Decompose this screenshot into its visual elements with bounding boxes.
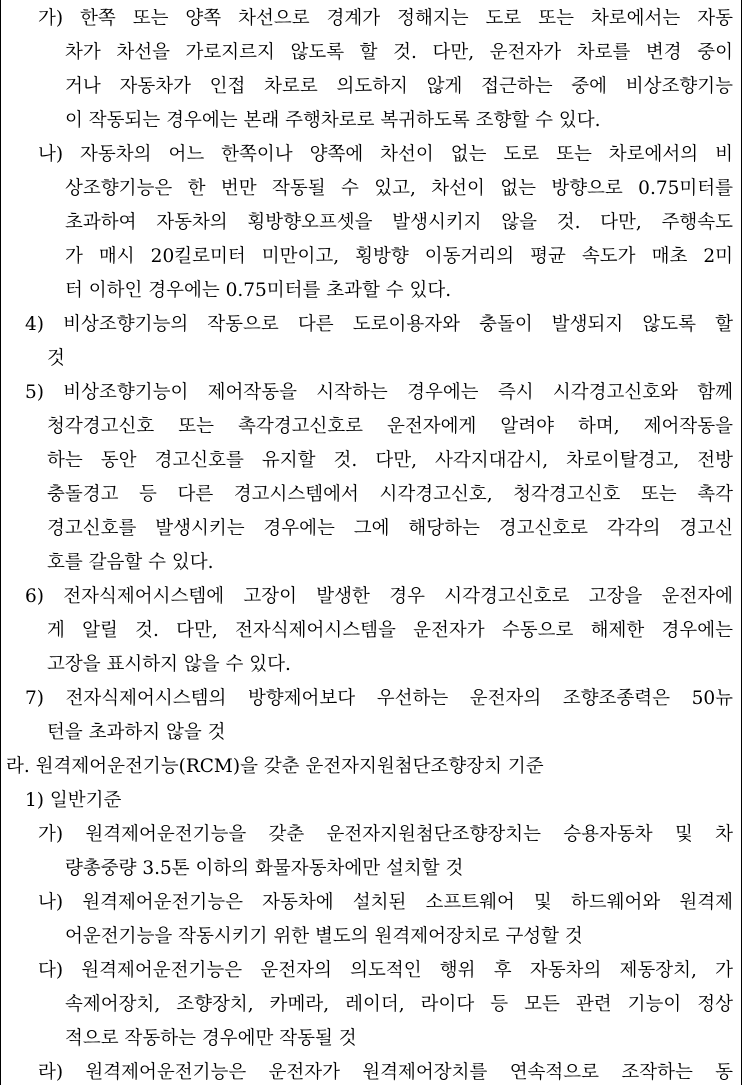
subsection-heading: 1) 일반기준 — [25, 790, 122, 811]
text-line: 6) 전자식제어시스템에 고장이 발생한 경우 시각경고신호로 고장을 운전자에 — [25, 586, 733, 607]
text-line: 고장을 표시하지 않을 수 있다. — [47, 654, 291, 675]
text-line: 나) 자동차의 어느 한쪽이나 양쪽에 차선이 없는 도로 또는 차로에서의 비 — [38, 144, 733, 165]
text-line: 나) 원격제어운전기능은 자동차에 설치된 소프트웨어 및 하드웨어와 원격제 — [38, 892, 733, 913]
text-line: 가) 한쪽 또는 양쪽 차선으로 경계가 정해지는 도로 또는 차로에서는 자동 — [38, 8, 733, 29]
text-line: 어운전기능을 작동시키기 위한 별도의 원격제어장치로 구성할 것 — [65, 926, 583, 947]
text-line: 터 이하인 경우에는 0.75미터를 초과할 수 있다. — [65, 280, 452, 301]
text-line: 상조향기능은 한 번만 작동될 수 있고, 차선이 없는 방향으로 0.75미터를 — [65, 178, 733, 199]
text-line: 적으로 작동하는 경우에만 작동될 것 — [65, 1028, 357, 1049]
text-line: 4) 비상조향기능의 작동으로 다른 도로이용자와 충돌이 발생되지 않도록 할 — [25, 314, 733, 335]
text-line: 게 알릴 것. 다만, 전자식제어시스템을 운전자가 수동으로 해제한 경우에는 — [47, 620, 733, 641]
section-heading: 라. 원격제어운전기능(RCM)을 갖춘 운전자지원첨단조향장치 기준 — [6, 756, 544, 777]
text-line: 가) 원격제어운전기능을 갖춘 운전자지원첨단조향장치는 승용자동차 및 차 — [38, 824, 733, 845]
text-line: 호를 갈음할 수 있다. — [47, 552, 214, 573]
text-line: 5) 비상조향기능이 제어작동을 시작하는 경우에는 즉시 시각경고신호와 함께 — [25, 382, 733, 403]
text-line: 라) 원격제어운전기능은 운전자가 원격제어장치를 연속적으로 조작하는 동 — [38, 1062, 733, 1083]
text-line: 하는 동안 경고신호를 유지할 것. 다만, 사각지대감시, 차로이탈경고, 전방 — [47, 450, 733, 471]
text-line: 량총중량 3.5톤 이하의 화물자동차에만 설치할 것 — [65, 858, 464, 879]
text-line: 청각경고신호 또는 촉각경고신호로 운전자에게 알려야 하며, 제어작동을 — [47, 416, 733, 437]
text-line: 경고신호를 발생시키는 경우에는 그에 해당하는 경고신호로 각각의 경고신 — [47, 518, 733, 539]
text-line: 속제어장치, 조향장치, 카메라, 레이더, 라이다 등 모든 관련 기능이 정상 — [65, 994, 733, 1015]
text-line: 턴을 초과하지 않을 것 — [47, 722, 226, 743]
text-line: 7) 전자식제어시스템의 방향제어보다 우선하는 운전자의 조향조종력은 50뉴 — [25, 688, 733, 709]
text-line: 초과하여 자동차의 횡방향오프셋을 발생시키지 않을 것. 다만, 주행속도 — [65, 212, 733, 233]
text-line: 충돌경고 등 다른 경고시스템에서 시각경고신호, 청각경고신호 또는 촉각 — [47, 484, 733, 505]
text-line: 다) 원격제어운전기능은 운전자의 의도적인 행위 후 자동차의 제동장치, 가 — [38, 960, 733, 981]
text-line: 것 — [47, 348, 65, 369]
text-line: 차가 차선을 가로지르지 않도록 할 것. 다만, 운전자가 차로를 변경 중이 — [65, 42, 733, 63]
text-line: 거나 자동차가 인접 차로로 의도하지 않게 접근하는 중에 비상조향기능 — [65, 76, 733, 97]
text-line: 이 작동되는 경우에는 본래 주행차로로 복귀하도록 조향할 수 있다. — [65, 110, 601, 131]
text-line: 가 매시 20킬로미터 미만이고, 횡방향 이동거리의 평균 속도가 매초 2미 — [65, 246, 733, 267]
